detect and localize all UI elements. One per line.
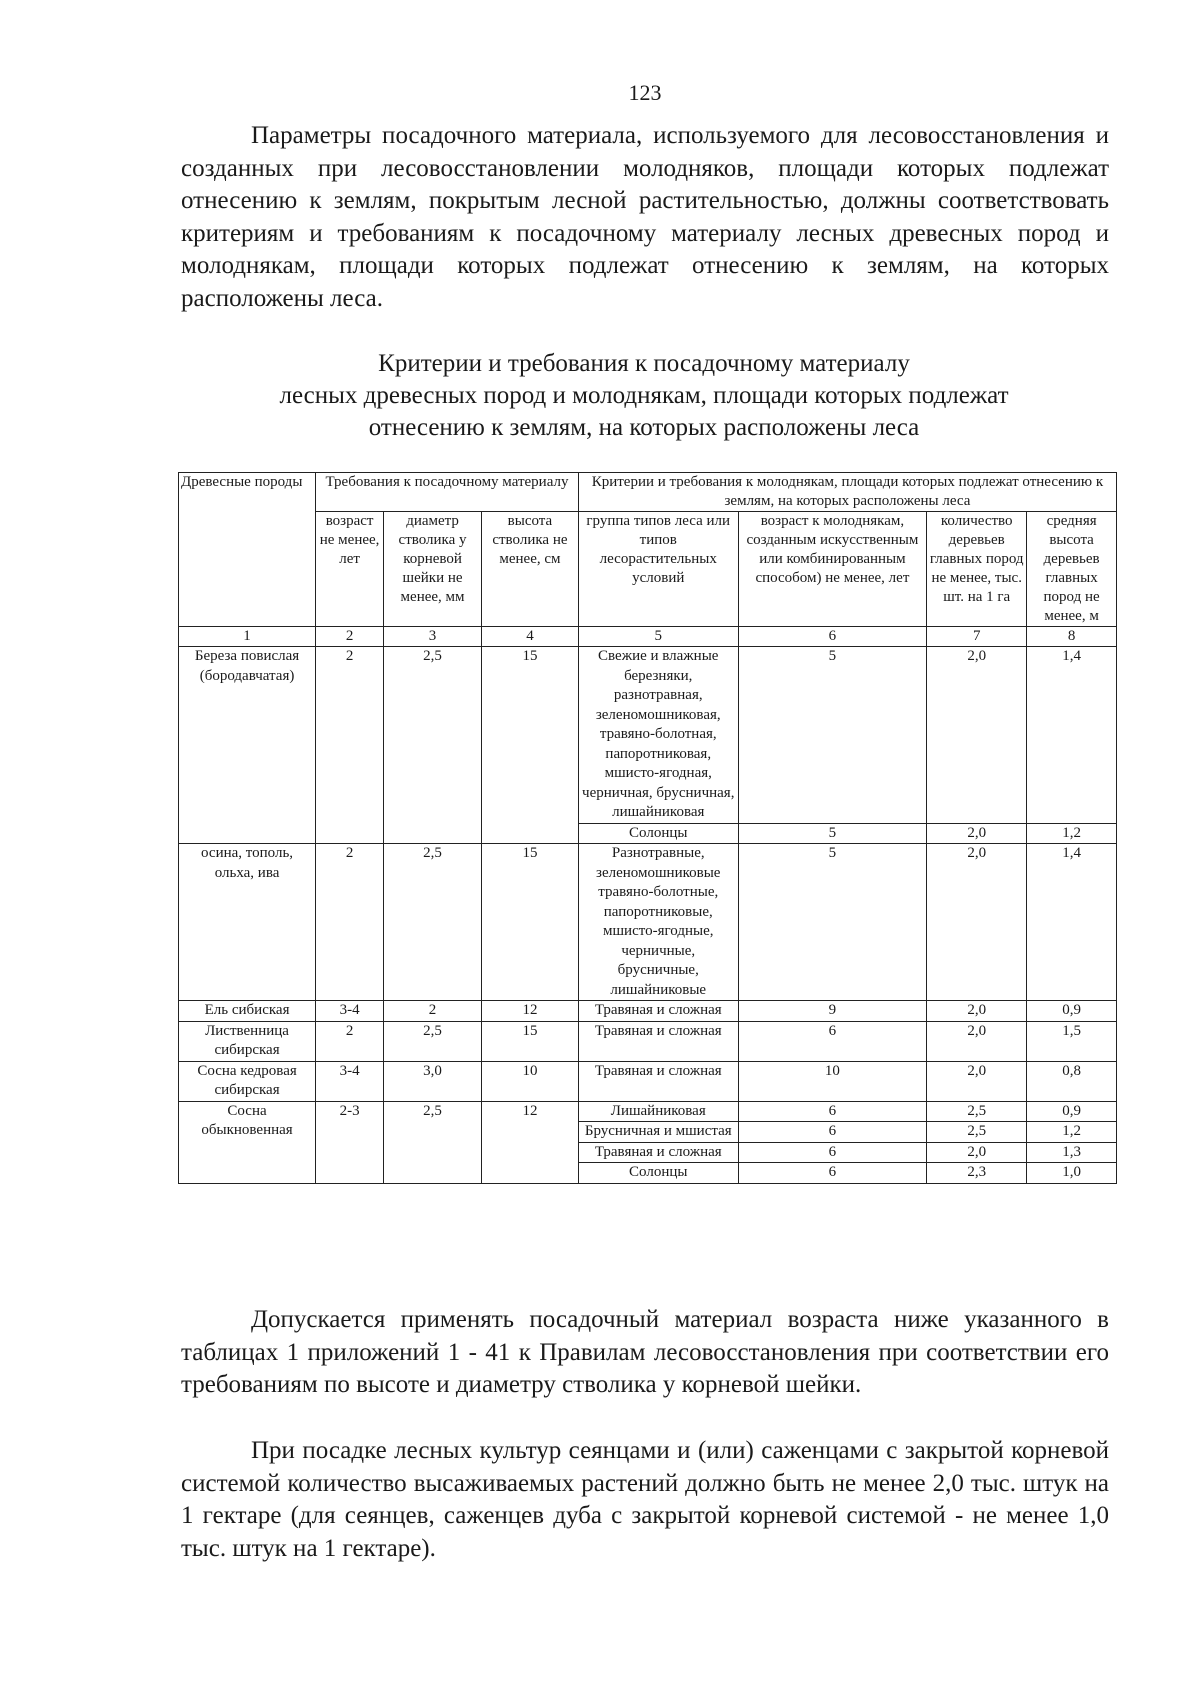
young-age-cell: 6 bbox=[738, 1021, 927, 1061]
height-cell: 12 bbox=[482, 1101, 579, 1183]
height-cell: 15 bbox=[482, 844, 579, 1001]
body-paragraph: Допускается применять посадочный материал возраста ниже указанного в таблицах 1 приложений 1 - 41 к Правилам лесовосстановления при соответствии его требованиям по высоте и диаметру стволика у корневой шейки. bbox=[181, 1306, 1109, 1398]
criteria-table bbox=[178, 472, 1117, 1184]
age-cell: 2 bbox=[316, 647, 384, 844]
young-age-cell: 5 bbox=[738, 647, 927, 824]
diameter-cell: 2,5 bbox=[384, 844, 482, 1001]
table-column-header-row bbox=[179, 512, 1117, 627]
forest-type-cell: Лишайниковая bbox=[578, 1101, 738, 1122]
young-age-cell: 5 bbox=[738, 823, 927, 844]
tree-count-cell: 2,0 bbox=[927, 844, 1027, 1001]
tree-count-cell: 2,5 bbox=[927, 1122, 1027, 1143]
age-cell: 3-4 bbox=[316, 1001, 384, 1022]
body-paragraph: При посадке лесных культур сеянцами и (или) саженцами с закрытой корневой системой количество высаживаемых растений должно быть не менее 2,0 тыс. штук на 1 гектаре (для сеянцев, саженцев дуба с закрытой корневой системой - не менее 1,0 тыс. штук на 1 гектаре). bbox=[181, 1437, 1109, 1562]
avg-height-cell: 1,0 bbox=[1027, 1163, 1117, 1184]
young-age-cell: 10 bbox=[738, 1061, 927, 1101]
species-cell: Береза повислая (бородавчатая) bbox=[179, 647, 316, 844]
age-cell: 2 bbox=[316, 844, 384, 1001]
tree-count-cell: 2,0 bbox=[927, 823, 1027, 844]
forest-type-cell: Солонцы bbox=[578, 1163, 738, 1184]
header-avg-height: средняя высота деревьев главных пород не менее, м bbox=[1027, 512, 1117, 627]
header-planting-material: Требования к посадочному материалу bbox=[316, 473, 579, 512]
height-cell: 12 bbox=[482, 1001, 579, 1022]
species-cell: Ель сибиская bbox=[179, 1001, 316, 1022]
intro-paragraph: Параметры посадочного материала, используемого для лесовосстановления и созданных при лесовосстановлении молодняков, площади которых подлежат отнесению к землям, покрытым лесной растительностью, должны соответствовать критериям и требованиям к посадочному материалу лесных древесных пород и молоднякам, площади которых подлежат отнесению к землям, на которых расположены леса. bbox=[181, 122, 1109, 312]
column-number: 7 bbox=[927, 627, 1027, 647]
young-age-cell: 6 bbox=[738, 1142, 927, 1163]
species-cell: Лиственница сибирская bbox=[179, 1021, 316, 1061]
header-species: Древесные породы bbox=[179, 473, 316, 627]
avg-height-cell: 1,4 bbox=[1027, 647, 1117, 824]
forest-type-cell: Травяная и сложная bbox=[578, 1061, 738, 1101]
table-title bbox=[190, 348, 1098, 444]
forest-type-cell: Травяная и сложная bbox=[578, 1021, 738, 1061]
diameter-cell: 2,5 bbox=[384, 1021, 482, 1061]
column-number-row bbox=[179, 627, 1117, 647]
table-row bbox=[179, 1061, 1117, 1101]
tree-count-cell: 2,0 bbox=[927, 1001, 1027, 1022]
table-row bbox=[179, 844, 1117, 1001]
age-cell: 3-4 bbox=[316, 1061, 384, 1101]
column-number: 3 bbox=[384, 627, 482, 647]
avg-height-cell: 1,5 bbox=[1027, 1021, 1117, 1061]
forest-type-cell: Брусничная и мшистая bbox=[578, 1122, 738, 1143]
young-age-cell: 9 bbox=[738, 1001, 927, 1022]
column-number: 6 bbox=[738, 627, 927, 647]
diameter-cell: 3,0 bbox=[384, 1061, 482, 1101]
age-cell: 2-3 bbox=[316, 1101, 384, 1183]
young-age-cell: 6 bbox=[738, 1101, 927, 1122]
species-cell: Сосна кедровая сибирская bbox=[179, 1061, 316, 1101]
avg-height-cell: 1,4 bbox=[1027, 844, 1117, 1001]
height-cell: 10 bbox=[482, 1061, 579, 1101]
height-cell: 15 bbox=[482, 647, 579, 844]
forest-type-cell: Травяная и сложная bbox=[578, 1001, 738, 1022]
avg-height-cell: 0,8 bbox=[1027, 1061, 1117, 1101]
header-forest-type: группа типов леса или типов лесорастительных условий bbox=[578, 512, 738, 627]
tree-count-cell: 2,0 bbox=[927, 647, 1027, 824]
column-number: 2 bbox=[316, 627, 384, 647]
species-cell: осина, тополь, ольха, ива bbox=[179, 844, 316, 1001]
young-age-cell: 5 bbox=[738, 844, 927, 1001]
table-row bbox=[179, 1021, 1117, 1061]
forest-type-cell: Травяная и сложная bbox=[578, 1142, 738, 1163]
table-title-line: отнесению к землям, на которых расположены леса bbox=[368, 414, 920, 441]
table-title-line: лесных древесных пород и молоднякам, площади которых подлежат bbox=[279, 382, 1009, 409]
tree-count-cell: 2,5 bbox=[927, 1101, 1027, 1122]
avg-height-cell: 1,2 bbox=[1027, 823, 1117, 844]
avg-height-cell: 0,9 bbox=[1027, 1001, 1117, 1022]
column-number: 5 bbox=[578, 627, 738, 647]
tree-count-cell: 2,0 bbox=[927, 1061, 1027, 1101]
header-young-age: возраст к молоднякам, созданным искусственным или комбинированным способом) не менее, лет bbox=[738, 512, 927, 627]
forest-type-cell: Свежие и влажные березняки, разнотравная, зеленомошниковая, травяно-болотная, папоротниковая, мшисто-ягодная, черничная, брусничная, лишайниковая bbox=[578, 647, 738, 824]
column-number: 8 bbox=[1027, 627, 1117, 647]
column-number: 4 bbox=[482, 627, 579, 647]
diameter-cell: 2 bbox=[384, 1001, 482, 1022]
forest-type-cell: Разнотравные, зеленомошниковые травяно-болотные, папоротниковые, мшисто-ягодные, черничные, брусничные, лишайниковые bbox=[578, 844, 738, 1001]
table-title-line: Критерии и требования к посадочному материалу bbox=[378, 350, 910, 377]
header-diameter: диаметр стволика у корневой шейки не менее, мм bbox=[384, 512, 482, 627]
young-age-cell: 6 bbox=[738, 1163, 927, 1184]
table-row bbox=[179, 647, 1117, 824]
height-cell: 15 bbox=[482, 1021, 579, 1061]
header-tree-count: количество деревьев главных пород не менее, тыс. шт. на 1 га bbox=[927, 512, 1027, 627]
table-row bbox=[179, 1101, 1117, 1122]
tree-count-cell: 2,0 bbox=[927, 1021, 1027, 1061]
table-group-header-row bbox=[179, 473, 1117, 512]
header-age: возраст не менее, лет bbox=[316, 512, 384, 627]
table-row bbox=[179, 1001, 1117, 1022]
header-young-stands: Критерии и требования к молоднякам, площади которых подлежат отнесению к землям, на которых расположены леса bbox=[578, 473, 1116, 512]
tree-count-cell: 2,3 bbox=[927, 1163, 1027, 1184]
forest-type-cell: Солонцы bbox=[578, 823, 738, 844]
age-cell: 2 bbox=[316, 1021, 384, 1061]
tree-count-cell: 2,0 bbox=[927, 1142, 1027, 1163]
diameter-cell: 2,5 bbox=[384, 1101, 482, 1183]
page-number: 123 bbox=[628, 80, 662, 105]
avg-height-cell: 0,9 bbox=[1027, 1101, 1117, 1122]
avg-height-cell: 1,3 bbox=[1027, 1142, 1117, 1163]
young-age-cell: 6 bbox=[738, 1122, 927, 1143]
species-cell: Сосна обыкновенная bbox=[179, 1101, 316, 1183]
diameter-cell: 2,5 bbox=[384, 647, 482, 844]
column-number: 1 bbox=[179, 627, 316, 647]
avg-height-cell: 1,2 bbox=[1027, 1122, 1117, 1143]
header-height: высота стволика не менее, см bbox=[482, 512, 579, 627]
